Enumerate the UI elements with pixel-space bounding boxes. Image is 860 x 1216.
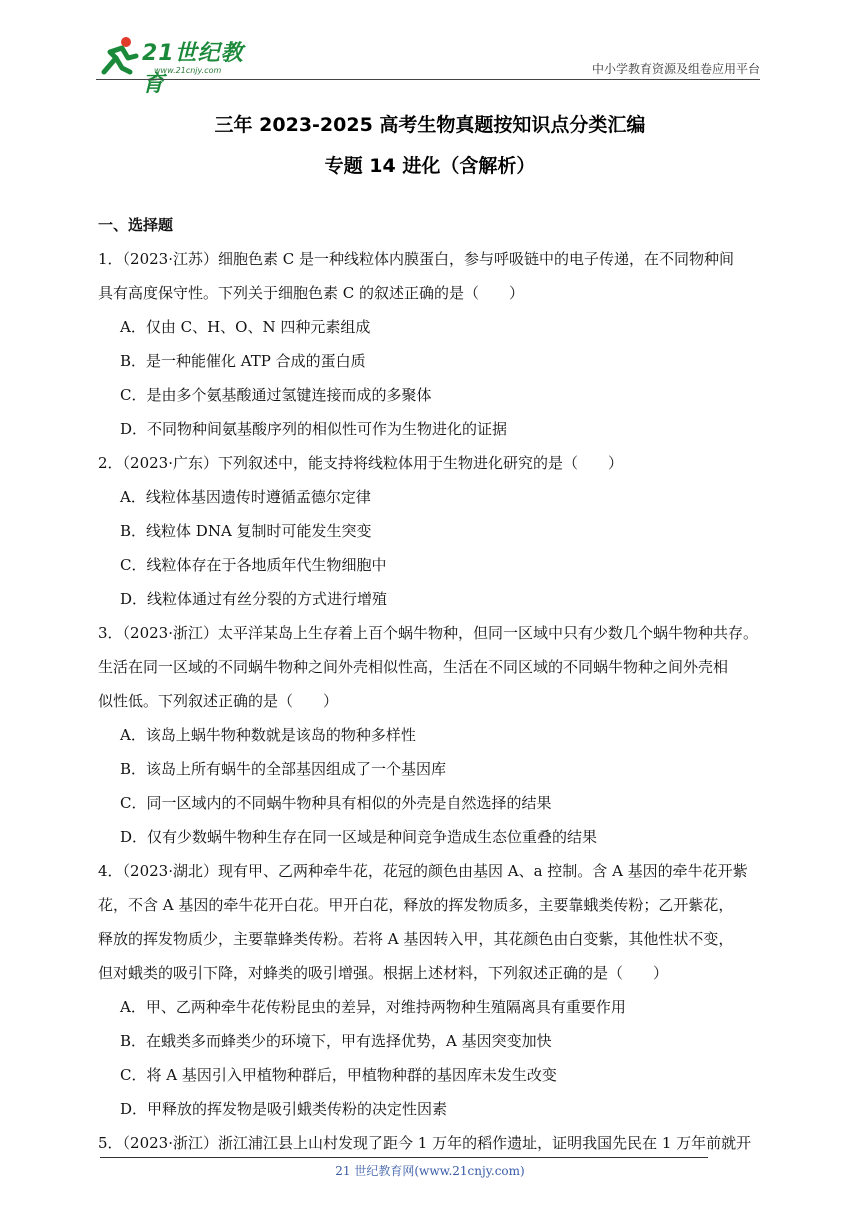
- section-heading: 一、选择题: [98, 216, 174, 234]
- answer-option: C．线粒体存在于各地质年代生物细胞中: [120, 556, 387, 574]
- answer-option: C．同一区域内的不同蜗牛物种具有相似的外壳是自然选择的结果: [120, 794, 552, 812]
- logo-url: www.21cnjy.com: [154, 66, 222, 75]
- question-text-line: 1．（2023·江苏）细胞色素 C 是一种线粒体内膜蛋白，参与呼吸链中的电子传递，在不同物种间: [98, 250, 735, 268]
- question-list: [98, 242, 768, 1160]
- answer-option: D．仅有少数蜗牛物种生存在同一区域是种间竞争造成生态位重叠的结果: [120, 828, 598, 846]
- answer-option: A．线粒体基因遗传时遵循孟德尔定律: [120, 488, 371, 506]
- question-text-line: 但对蛾类的吸引下降，对蜂类的吸引增强。根据上述材料，下列叙述正确的是（ ）: [98, 964, 669, 982]
- question-text-line: 5．（2023·浙江）浙江浦江县上山村发现了距今 1 万年的稻作遗址，证明我国先民在 1 万年前就开: [98, 1134, 752, 1152]
- question-item: [98, 616, 768, 854]
- footer-divider: [100, 1157, 708, 1158]
- logo-text: 21世纪教育: [142, 41, 244, 97]
- answer-option: B．线粒体 DNA 复制时可能发生突变: [120, 522, 372, 540]
- question-text-line: 释放的挥发物质少，主要靠蜂类传粉。若将 A 基因转入甲，其花颜色由白变紫，其他性状不变，: [98, 930, 734, 948]
- question-text-line: 似性低。下列叙述正确的是（ ）: [98, 692, 339, 710]
- answer-option: A．仅由 C、H、O、N 四种元素组成: [120, 318, 371, 336]
- answer-option: A．甲、乙两种牵牛花传粉昆虫的差异，对维持两物种生殖隔离具有重要作用: [120, 998, 626, 1016]
- answer-option: A．该岛上蜗牛物种数就是该岛的物种多样性: [120, 726, 416, 744]
- answer-option: D．线粒体通过有丝分裂的方式进行增殖: [120, 590, 388, 608]
- document-subtitle: 专题 14 进化（含解析）: [324, 155, 536, 177]
- question-text-line: 4．（2023·湖北）现有甲、乙两种牵牛花，花冠的颜色由基因 A、a 控制。含 A 基因的牵牛花开紫: [98, 862, 748, 880]
- answer-option: B．是一种能催化 ATP 合成的蛋白质: [120, 352, 366, 370]
- document-body: [98, 208, 768, 1160]
- answer-option: B．该岛上所有蜗牛的全部基因组成了一个基因库: [120, 760, 447, 778]
- question-item: [98, 854, 768, 1126]
- answer-option: C．是由多个氨基酸通过氢键连接而成的多聚体: [120, 386, 432, 404]
- runner-logo-icon: [96, 34, 140, 78]
- footer-text: 21 世纪教育网(www.21cnjy.com): [335, 1164, 525, 1178]
- header-divider: [96, 79, 760, 80]
- answer-option: D．甲释放的挥发物是吸引蛾类传粉的决定性因素: [120, 1100, 448, 1118]
- question-text-line: 2．（2023·广东）下列叙述中，能支持将线粒体用于生物进化研究的是（ ）: [98, 454, 623, 472]
- question-text-line: 具有高度保守性。下列关于细胞色素 C 的叙述正确的是（ ）: [98, 284, 525, 302]
- answer-option: C．将 A 基因引入甲植物种群后，甲植物种群的基因库未发生改变: [120, 1066, 557, 1084]
- header-platform-text: 中小学教育资源及组卷应用平台: [591, 62, 760, 76]
- question-item: [98, 1126, 768, 1160]
- document-title: 三年 2023-2025 高考生物真题按知识点分类汇编: [214, 114, 646, 136]
- answer-option: B．在蛾类多而蜂类少的环境下，甲有选择优势，A 基因突变加快: [120, 1032, 552, 1050]
- question-text-line: 3．（2023·浙江）太平洋某岛上生存着上百个蜗牛物种，但同一区域中只有少数几个蜗牛物种共存。: [98, 624, 758, 642]
- question-item: [98, 242, 768, 446]
- site-logo: [96, 34, 266, 97]
- answer-option: D．不同物种间氨基酸序列的相似性可作为生物进化的证据: [120, 420, 508, 438]
- question-text-line: 花，不含 A 基因的牵牛花开白花。甲开白花，释放的挥发物质多，主要靠蛾类传粉；乙开紫花，: [98, 896, 734, 914]
- question-item: [98, 446, 768, 616]
- question-text-line: 生活在同一区域的不同蜗牛物种之间外壳相似性高，生活在不同区域的不同蜗牛物种之间外壳相: [98, 658, 729, 676]
- page-header: [96, 28, 760, 97]
